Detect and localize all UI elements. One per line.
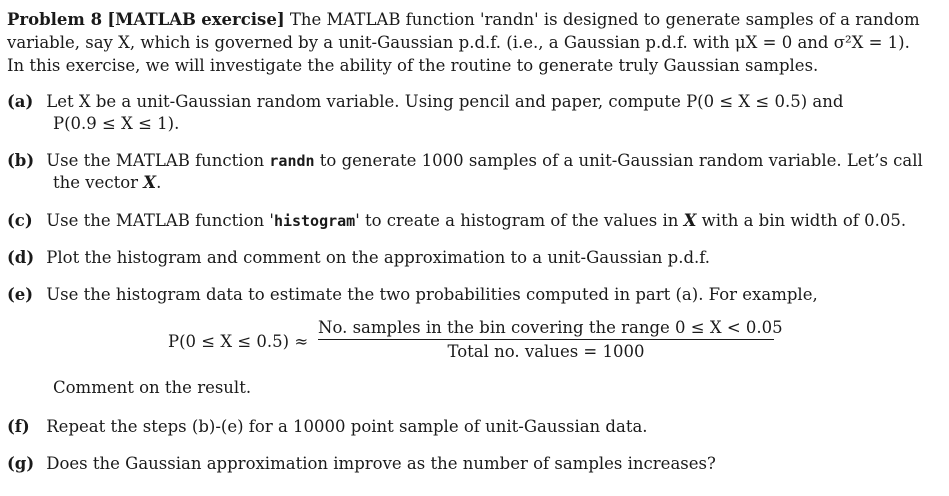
problem-intro-line-1 <box>7 8 937 31</box>
bracket-open: [ <box>107 10 116 29</box>
part-c-function: histogram <box>273 212 356 230</box>
part-b-pre: Use the <box>46 151 116 170</box>
part-e <box>7 284 932 306</box>
part-g-text: Does the Gaussian approximation improve as the number of samples increases? <box>46 454 716 473</box>
part-c-var: X <box>683 211 697 230</box>
part-a <box>7 91 932 135</box>
part-d <box>7 247 932 269</box>
part-b-line2-pre: the vector <box>53 173 144 192</box>
part-g-label: (g) <box>7 454 35 473</box>
formula-lhs: P(0 ≤ X ≤ 0.5) ≈ <box>168 332 309 351</box>
intro-text-1: The MATLAB function 'randn' is designed to generate samples of a random <box>284 10 920 29</box>
part-d-label: (d) <box>7 248 35 267</box>
part-a-text-2: P(0.9 ≤ X ≤ 1). <box>53 114 180 133</box>
part-b-line-2 <box>7 172 932 194</box>
formula-denominator: Total no. values = 1000 <box>447 342 645 361</box>
part-b-var: X <box>143 173 157 192</box>
part-e-text: Use the histogram data to estimate the two probabilities computed in part (a). For example, <box>46 285 818 304</box>
problem-intro-line-2: variable, say X, which is governed by a unit-Gaussian p.d.f. (i.e., a Gaussian p.d.f. with μX = 0 and σ²X = 1). <box>7 33 910 52</box>
problem-intro-line-3: In this exercise, we will investigate the ability of the routine to generate truly Gaussian samples. <box>7 56 819 75</box>
part-g <box>7 453 932 475</box>
formula-fraction <box>318 318 783 361</box>
part-b-post: to generate 1000 samples of a unit-Gaussian random variable. Let’s call <box>314 151 923 170</box>
part-b-function: randn <box>269 152 315 170</box>
part-a-label: (a) <box>7 92 34 111</box>
part-f-label: (f) <box>7 417 30 436</box>
part-b-mid: function <box>189 151 270 170</box>
part-c-post: with a bin width of 0.05. <box>696 211 907 230</box>
part-b-matlab: MATLAB <box>115 151 190 170</box>
part-f <box>7 416 932 438</box>
part-b-line2-post: . <box>156 173 162 192</box>
exercise-word: exercise] <box>201 10 285 29</box>
part-c-post-pre: ' to create a histogram of the values in <box>355 211 684 230</box>
matlab-label: MATLAB <box>115 10 196 29</box>
part-c-mid: function ' <box>189 211 274 230</box>
part-c-label: (c) <box>7 211 33 230</box>
part-b-label: (b) <box>7 151 35 170</box>
part-c <box>7 210 932 232</box>
part-e-comment: Comment on the result. <box>53 378 252 397</box>
part-c-matlab: MATLAB <box>115 211 190 230</box>
problem-statement <box>7 8 937 77</box>
part-f-text: Repeat the steps (b)-(e) for a 10000 point sample of unit-Gaussian data. <box>46 417 648 436</box>
part-c-pre: Use the <box>46 211 116 230</box>
part-e-label: (e) <box>7 285 34 304</box>
part-a-text: Let X be a unit-Gaussian random variable. Using pencil and paper, compute P(0 ≤ X ≤ 0.5) and <box>46 92 844 111</box>
part-b <box>7 150 932 194</box>
problem-title: Problem 8 <box>7 10 103 29</box>
formula-numerator: No. samples in the bin covering the range 0 ≤ X < 0.05 <box>318 318 783 337</box>
part-d-text: Plot the histogram and comment on the approximation to a unit-Gaussian p.d.f. <box>46 248 711 267</box>
